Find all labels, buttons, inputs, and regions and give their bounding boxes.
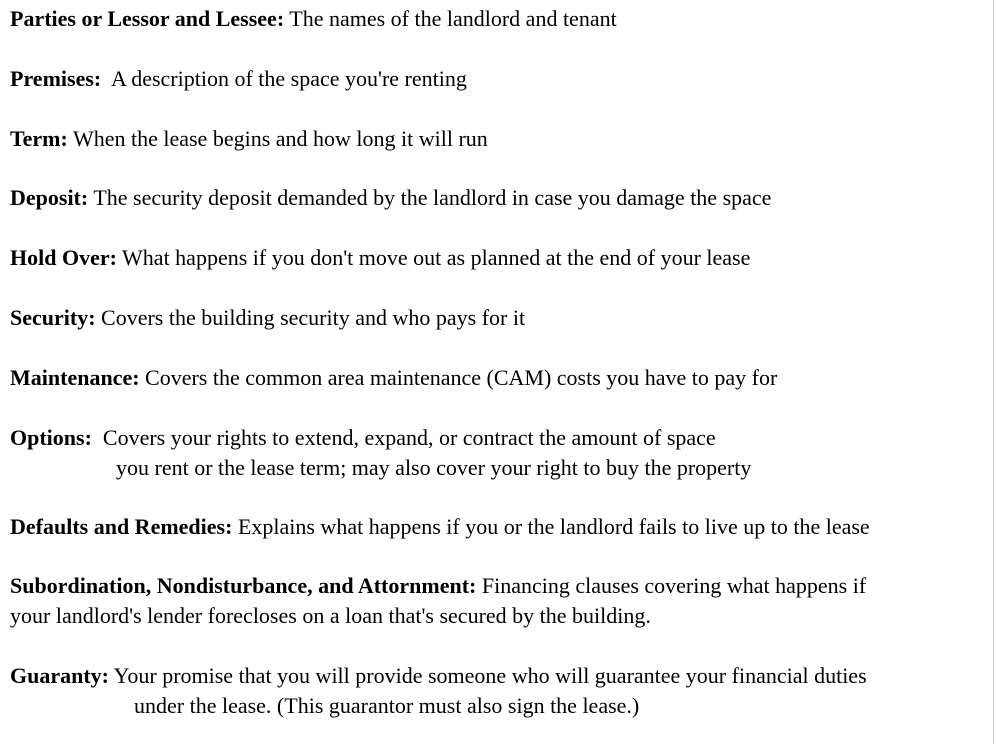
term-description: What happens if you don't move out as planned at the end of your lease xyxy=(116,245,751,270)
entry-security xyxy=(10,303,525,333)
term-description: Explains what happens if you or the landlord fails to live up to the lease xyxy=(232,514,870,539)
entry-defaults-and-remedies xyxy=(10,512,870,542)
entry-subordination xyxy=(10,571,866,631)
entry-guaranty xyxy=(10,661,867,721)
term-label: Term: xyxy=(10,126,68,151)
term-description-continued: your landlord's lender forecloses on a loan that's secured by the building. xyxy=(10,603,651,628)
entry-options xyxy=(10,423,751,483)
term-label: Premises: xyxy=(10,66,102,91)
term-label: Parties or Lessor and Lessee: xyxy=(10,6,285,31)
entry-hold-over xyxy=(10,243,750,273)
term-description-continued: you rent or the lease term; may also cover your right to buy the property xyxy=(116,455,752,480)
entry-term xyxy=(10,124,488,154)
entry-deposit xyxy=(10,183,771,213)
term-description: Covers your rights to extend, expand, or contract the amount of space xyxy=(91,425,716,450)
entry-parties xyxy=(10,4,617,34)
entry-premises xyxy=(10,64,467,94)
term-description: Financing clauses covering what happens if xyxy=(476,573,867,598)
term-label: Guaranty: xyxy=(10,663,109,688)
term-label: Maintenance: xyxy=(10,365,140,390)
term-label: Defaults and Remedies: xyxy=(10,514,233,539)
term-description: A description of the space you're renting xyxy=(101,66,467,91)
term-label: Deposit: xyxy=(10,185,89,210)
term-description: Covers the common area maintenance (CAM) costs you have to pay for xyxy=(139,365,778,390)
term-description: Your promise that you will provide someone who will guarantee your financial duties xyxy=(109,663,867,688)
term-description: When the lease begins and how long it will run xyxy=(67,126,488,151)
term-label: Hold Over: xyxy=(10,245,117,270)
term-label: Options: xyxy=(10,425,92,450)
term-label: Security: xyxy=(10,305,96,330)
term-description: Covers the building security and who pays for it xyxy=(95,305,526,330)
term-label: Subordination, Nondisturbance, and Attornment: xyxy=(10,573,477,598)
entry-maintenance xyxy=(10,363,777,393)
term-description: The names of the landlord and tenant xyxy=(284,6,617,31)
term-description-continued: under the lease. (This guarantor must also sign the lease.) xyxy=(134,693,640,718)
term-description: The security deposit demanded by the landlord in case you damage the space xyxy=(88,185,772,210)
